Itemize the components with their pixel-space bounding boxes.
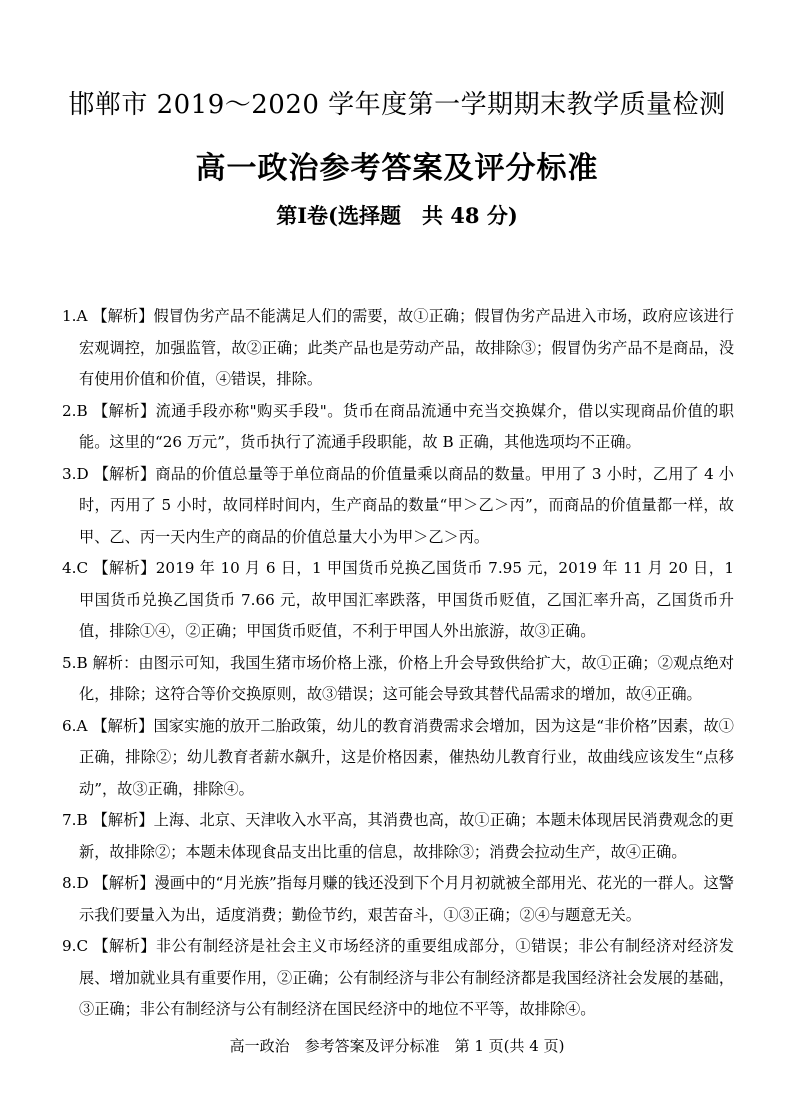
answer-item-9: 9.C 【解析】非公有制经济是社会主义市场经济的重要组成部分，①错误；非公有制经济对经济发展、增加就业具有重要作用，②正确；公有制经济与非公有制经济都是我国经济社会发展的基础，③正确；非公有制经济与公有制经济在国民经济中的地位不平等，故排除④。 <box>62 937 734 1019</box>
answer-item-1: 1.A 【解析】假冒伪劣产品不能满足人们的需要，故①正确；假冒伪劣产品进入市场，政府应该进行宏观调控，加强监管，故②正确；此类产品也是劳动产品，故排除③；假冒伪劣产品不是商品，没有使用价值和价值，④错误，排除。 <box>62 307 734 389</box>
section-title: 第Ⅰ卷(选择题 共 48 分) <box>276 203 518 228</box>
answer-item-3: 3.D 【解析】商品的价值总量等于单位商品的价值量乘以商品的数量。甲用了 3 小时，乙用了 4 小时，丙用了 5 小时，故同样时间内，生产商品的数量“甲＞乙＞丙”，而商品的价值量都一样，故甲、乙、丙一天内生产的商品的价值总量大小为甲＞乙＞丙。 <box>62 464 734 546</box>
answer-item-6: 6.A 【解析】国家实施的放开二胎政策，幼儿的教育消费需求会增加，因为这是“非价格”因素，故①正确，排除②；幼儿教育者薪水飙升，这是价格因素，催热幼儿教育行业，故曲线应该发生“点移动”，故③正确，排除④。 <box>62 716 734 798</box>
answer-item-2: 2.B 【解析】流通手段亦称"购买手段"。货币在商品流通中充当交换媒介，借以实现商品价值的职能。这里的“26 万元”，货币执行了流通手段职能，故 B 正确，其他选项均不正确。 <box>62 401 734 452</box>
document-title: 高一政治参考答案及评分标准 <box>195 151 599 186</box>
answer-item-8: 8.D 【解析】漫画中的“月光族”指每月赚的钱还没到下个月月初就被全部用光、花光的一群人。这警示我们要量入为出，适度消费；勤俭节约，艰苦奋斗，①③正确；②④与题意无关。 <box>62 874 734 924</box>
answer-item-5: 5.B 解析：由图示可知，我国生猪市场价格上涨，价格上升会导致供给扩大，故①正确；②观点绝对化，排除；这符合等价交换原则，故③错误；这可能会导致其替代品需求的增加，故④正确。 <box>62 653 734 704</box>
exam-title: 邯郸市 2019～2020 学年度第一学期期末教学质量检测 <box>68 90 726 120</box>
page-footer: 高一政治 参考答案及评分标准 第 1 页(共 4 页) <box>229 1037 565 1055</box>
answer-list <box>62 286 734 1026</box>
answer-item-4: 4.C 【解析】2019 年 10 月 6 日，1 甲国货币兑换乙国货币 7.95 元，2019 年 11 月 20 日，1 甲国货币兑换乙国货币 7.66 元，故甲国汇率跌落，甲国货币贬值，乙国汇率升高，乙国货币升值，排除①④，②正确；甲国货币贬值，不利于甲国人外出旅游，故③正确。 <box>62 559 734 641</box>
answer-item-7: 7.B 【解析】上海、北京、天津收入水平高，其消费也高，故①正确；本题未体现居民消费观念的更新，故排除②；本题未体现食品支出比重的信息，故排除③；消费会拉动生产，故④正确。 <box>62 811 734 861</box>
